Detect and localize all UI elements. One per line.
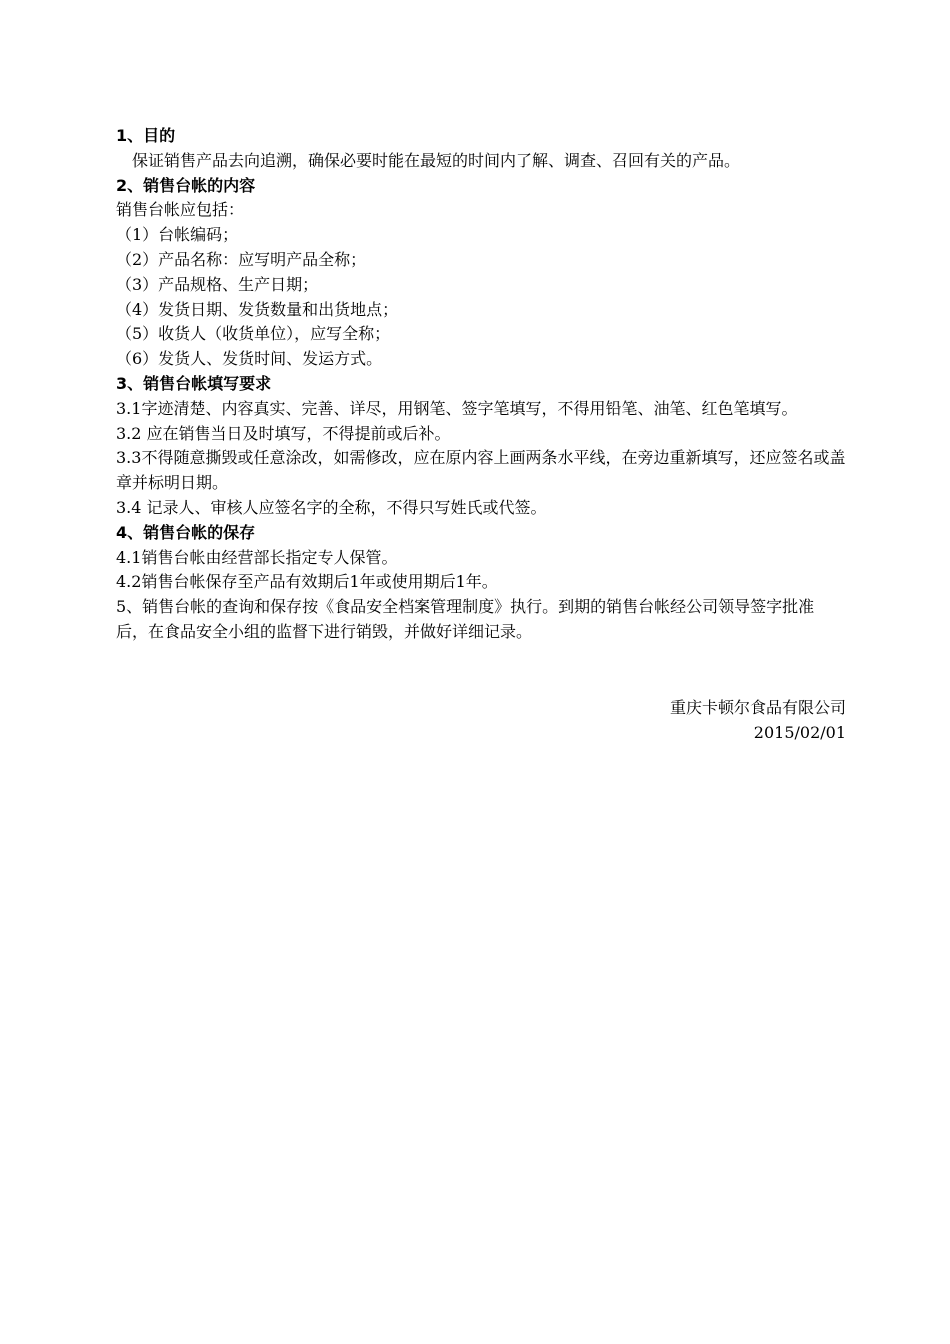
contents-item-6: （6）发货人、发货时间、发运方式。 xyxy=(116,349,383,369)
section-heading-contents: 2、销售台帐的内容 xyxy=(116,175,256,195)
purpose-text: 保证销售产品去向追溯，确保必要时能在最短的时间内了解、调查、召回有关的产品。 xyxy=(132,150,741,170)
requirement-3-3: 3.3不得随意撕毁或任意涂改，如需修改，应在原内容上画两条水平线，在旁边重新填写，还应签名或盖章并标明日期。 xyxy=(116,448,846,493)
document-body xyxy=(116,124,856,645)
section-heading-purpose: 1、目的 xyxy=(116,126,176,145)
contents-item-1: （1）台帐编码； xyxy=(116,225,239,245)
section-heading-storage: 4、销售台帐的保存 xyxy=(116,522,256,542)
requirement-3-1: 3.1字迹清楚、内容真实、完善、详尽，用钢笔、签字笔填写，不得用铅笔、油笔、红色笔填写。 xyxy=(116,398,798,418)
company-name: 重庆卡顿尔食品有限公司 xyxy=(669,698,846,717)
requirement-3-4: 3.4 记录人、审核人应签名字的全称，不得只写姓氏或代签。 xyxy=(116,497,547,517)
contents-item-2: （2）产品名称：应写明产品全称； xyxy=(116,249,367,269)
contents-item-4: （4）发货日期、发货数量和出货地点； xyxy=(116,299,399,319)
storage-query-paragraph: 5、销售台帐的查询和保存按《食品安全档案管理制度》执行。到期的销售台帐经公司领导签字批准后，在食品安全小组的监督下进行销毁，并做好详细记录。 xyxy=(116,597,815,641)
section-heading-requirements: 3、销售台帐填写要求 xyxy=(116,373,272,393)
signature-block xyxy=(670,696,846,746)
contents-item-5: （5）收货人（收货单位），应写全称； xyxy=(116,324,391,344)
contents-intro: 销售台帐应包括： xyxy=(116,200,245,220)
contents-item-3: （3）产品规格、生产日期； xyxy=(116,274,319,294)
storage-4-2: 4.2销售台帐保存至产品有效期后1年或使用期后1年。 xyxy=(116,572,498,592)
requirement-3-2: 3.2 应在销售当日及时填写，不得提前或后补。 xyxy=(116,423,451,443)
storage-4-1: 4.1销售台帐由经营部长指定专人保管。 xyxy=(116,547,398,567)
document-date: 2015/02/01 xyxy=(753,722,846,742)
